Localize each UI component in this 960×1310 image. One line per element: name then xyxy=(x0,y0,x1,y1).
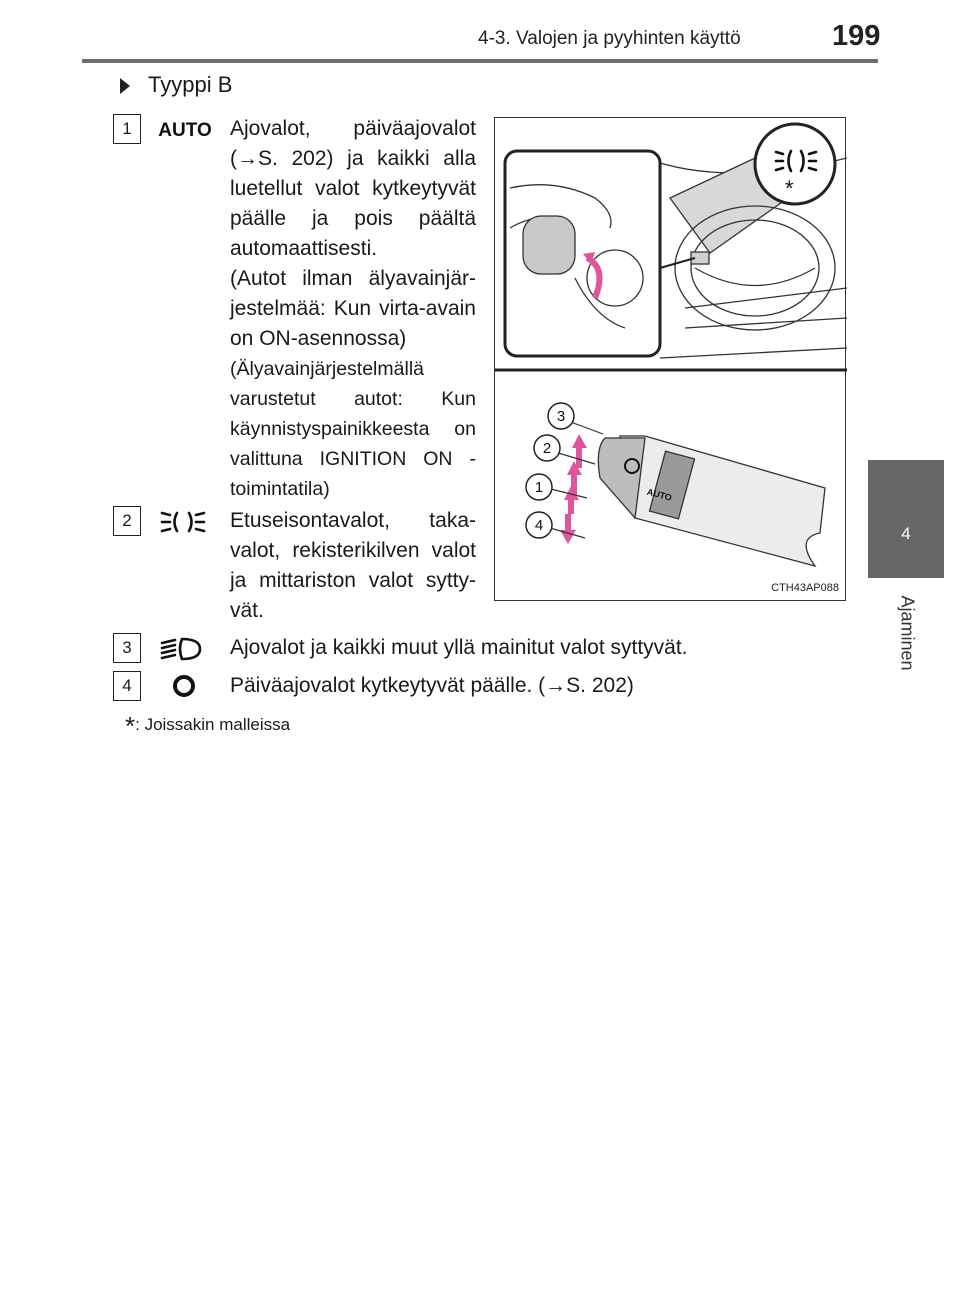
chapter-tab xyxy=(868,460,944,578)
illustration-drawing xyxy=(495,118,847,602)
page-number: 199 xyxy=(832,20,881,52)
footnote-mark: * xyxy=(125,711,136,741)
item-number-3: 3 xyxy=(113,633,141,663)
item-1-text: Ajovalot, päiväajovalot (→S. 202) ja kaikki alla luetellut valot kytkeytyvät päälle ja pois päältä automaattisesti. xyxy=(230,117,476,260)
figure-star: * xyxy=(785,176,794,201)
drl-icon xyxy=(170,672,198,705)
chapter-label-box xyxy=(892,588,922,678)
footnote-text: : Joissakin malleissa xyxy=(135,715,291,734)
low-beam-icon xyxy=(160,635,202,668)
parking-light-icon xyxy=(160,507,206,542)
callout-1: 1 xyxy=(534,479,544,496)
footnote xyxy=(125,706,291,741)
item-1-note-key: (Autot ilman älyavainjär-jestelmää: Kun virta-avain on ON-asennossa) xyxy=(230,267,476,350)
figure-code: CTH43AP088 xyxy=(771,582,839,594)
chapter-label: Ajaminen xyxy=(897,595,918,671)
section-title: 4-3. Valojen ja pyyhinten käyttö xyxy=(478,28,741,49)
item-number-4: 4 xyxy=(113,671,141,701)
triangle-bullet-icon xyxy=(120,78,130,94)
headlight-switch-illustration xyxy=(494,117,846,601)
chapter-number: 4 xyxy=(901,524,911,543)
item-2-text: Etuseisontavalot, taka-valot, rekisterikilven valot ja mittariston valot sytty-vät. xyxy=(230,509,476,622)
auto-icon-text: AUTO xyxy=(158,120,212,141)
auto-headlight-icon xyxy=(158,116,212,147)
callout-2: 2 xyxy=(542,440,552,457)
item-number-1: 1 xyxy=(113,114,141,144)
callout-3: 3 xyxy=(556,408,566,425)
item-1-description xyxy=(230,114,476,504)
item-number-2: 2 xyxy=(113,506,141,536)
switch-auto-label: AUTO xyxy=(645,486,673,503)
item-4-text: Päiväajovalot kytkeytyvät päälle. (→S. 202) xyxy=(230,674,634,697)
header-divider xyxy=(82,59,878,63)
callout-4: 4 xyxy=(534,517,544,534)
item-1-note-smart-key: (Älyavainjärjestelmällä varustetut autot: Kun käynnistyspainikkeesta on valittuna IGNITION ON -toimintatila) xyxy=(230,358,476,500)
item-3-text: Ajovalot ja kaikki muut yllä mainitut valot syttyvät. xyxy=(230,636,688,659)
type-label: Tyyppi B xyxy=(148,72,233,97)
item-2-description xyxy=(230,506,476,626)
